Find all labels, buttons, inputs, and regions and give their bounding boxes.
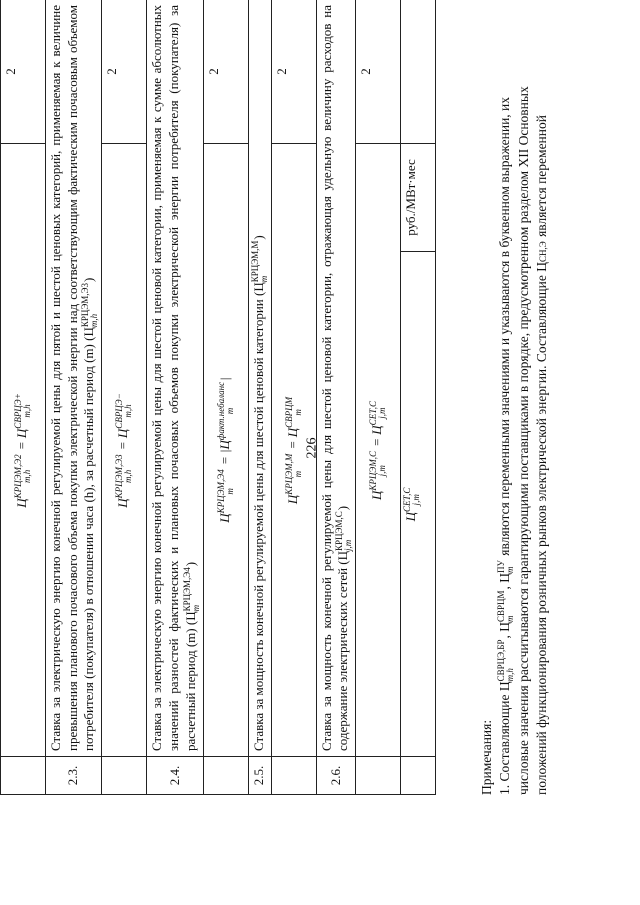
row-number xyxy=(356,757,401,795)
note-line-1: 1. Составляющие Ц СВРЦЭ,БР m,h , Ц СВРЦМ m , Ц ПУ m являются переменными значениями и указываются в буквенном выражении, их xyxy=(496,96,516,795)
table-row xyxy=(248,0,271,795)
row-formula: Ц КРЦЭМ,Э3 m,h = Ц СВРЦЭ− m,h xyxy=(102,143,147,756)
row-description: Ставка за мощность конечной регулируемой цены для шестой ценовой категории (Ц КРЦЭМ,М m ) xyxy=(248,0,271,757)
row-number: 2.5. xyxy=(248,757,271,795)
empty-cell xyxy=(401,0,436,143)
row-number xyxy=(203,757,248,795)
row-formula: Ц КРЦЭМ,С j,m = Ц СЕТ,С j,m xyxy=(356,143,401,756)
row-unit: руб./МВт·мес xyxy=(401,143,436,251)
table-row xyxy=(1,0,46,795)
row-number: 2.6. xyxy=(316,757,356,795)
row-value: 2 xyxy=(271,0,316,143)
row-number xyxy=(1,757,46,795)
table-row xyxy=(147,0,203,795)
row-formula: Ц КРЦЭМ,Э4 m = |Ц факт.небаланс m | xyxy=(203,143,248,756)
row-formula: Ц СЕТ,С j,m xyxy=(401,252,436,757)
row-number: 2.4. xyxy=(147,757,203,795)
table-row xyxy=(102,0,147,795)
table-row xyxy=(316,0,356,795)
notes-title: Примечания: xyxy=(479,719,494,795)
row-description: Ставка за мощность конечной регулируемой цены для шестой ценовой категории, отражающая удельную величину расходов на содержание электрических сетей (Ц КРЦЭМ,С j,m ) xyxy=(316,0,356,757)
row-value: 2 xyxy=(356,0,401,143)
row-number xyxy=(271,757,316,795)
notes-section xyxy=(478,5,552,795)
row-description: Ставка за электрическую энергию конечной регулируемой цены для пятой и шестой ценовых категорий, применяемая к величине превышения планового почасового объема покупки электрической энергии над соответствующим фактическим почасовым объемом потребителя (покупателя) в отношении часа (h), за расчетный период (m) (Ц КРЦЭМ,Э3 m,h ) xyxy=(46,0,102,757)
row-formula: Ц КРЦЭМ,М m = Ц СВРЦМ m xyxy=(271,143,316,756)
row-number xyxy=(102,757,147,795)
table-row xyxy=(271,0,316,795)
table-row xyxy=(356,0,401,795)
row-number xyxy=(401,757,436,795)
row-number: 2.3. xyxy=(46,757,102,795)
note-line-3: положений функционирования розничных рынков электрической энергии. Составляющие Ц СН,Э является переменной xyxy=(534,115,550,795)
note-line-2: числовые значения рассчитываются гарантирующими поставщиками в порядке, предусмотренном разделом XII Основных xyxy=(516,86,532,795)
table-row xyxy=(46,0,102,795)
row-value: 2 xyxy=(203,0,248,143)
row-formula: Ц КРЦЭМ,Э2 m,h = Ц СВРЦЭ+ m,h xyxy=(1,143,46,756)
page-number: 226 xyxy=(304,437,320,459)
row-value: 2 xyxy=(102,0,147,143)
row-description: Ставка за электрическую энергию конечной регулируемой цены для шестой ценовой категории, применяемая к сумме абсолютных значений разностей фактических и плановых почасовых объемов покупки электрической энергии потребителя (покупателя) за расчетный период (m) (Ц КРЦЭМ,Э4 m ) xyxy=(147,0,203,757)
table-row xyxy=(203,0,248,795)
row-value: 2 xyxy=(1,0,46,143)
table-row xyxy=(401,0,436,795)
